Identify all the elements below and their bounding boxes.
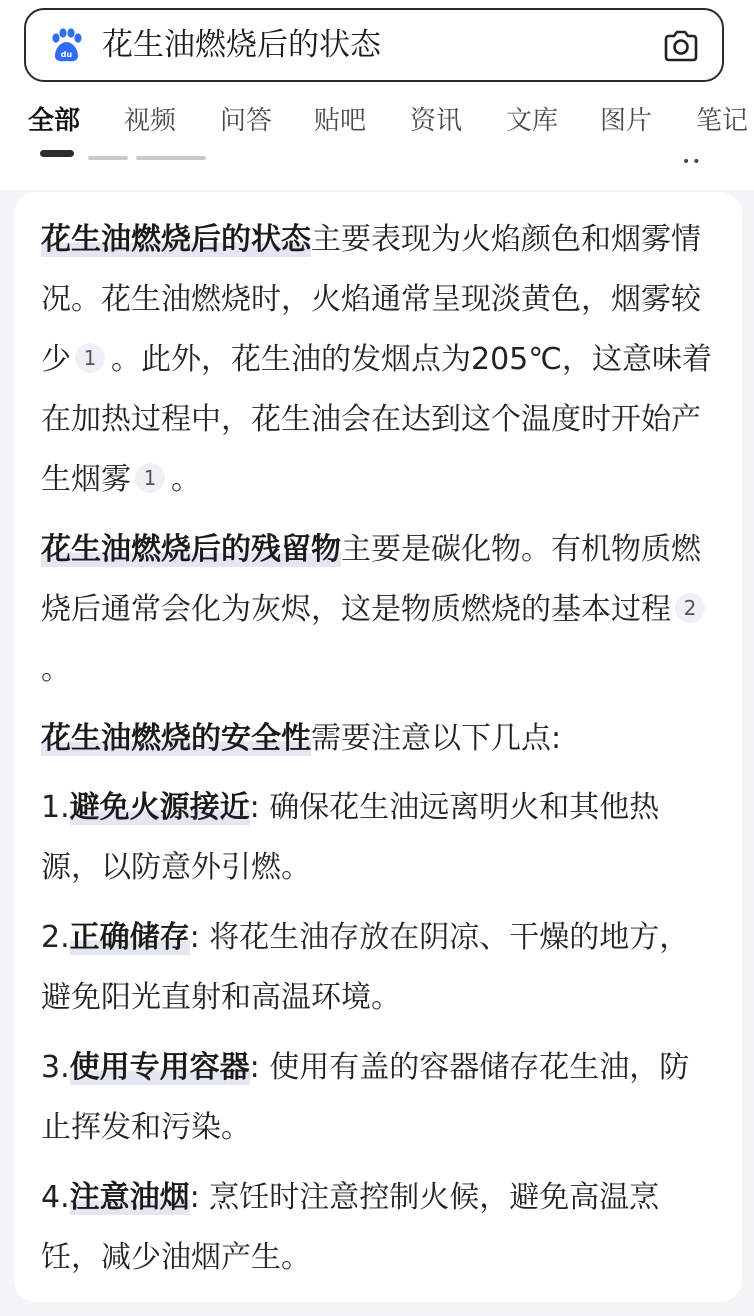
highlight-term: 花生油燃烧的安全性 [41,721,311,756]
list-item-text: : 烹饪时注意控制火候，避免高温烹饪，减少油烟产生。 [41,1180,660,1275]
paragraph-text: 。 [41,652,71,687]
paragraph-text: 。 [171,462,201,497]
list-item-text: : 确保花生油远离明火和其他热源，以防意外引燃。 [41,790,660,885]
active-tab-indicator [40,150,74,157]
list-item-title: 注意油烟 [69,1180,190,1215]
tab-news[interactable]: 资讯 [410,106,463,136]
search-bar[interactable] [24,8,724,82]
list-item [41,1168,717,1288]
paragraph-text: 主要表现为火焰颜色和烟雾情况。花生油燃烧时，火焰通常呈现淡黄色，烟雾较少 [41,222,701,377]
list-item-text: : 使用有盖的容器储存花生油，防止挥发和污染。 [41,1050,690,1145]
list-item-title: 正确储存 [69,920,190,955]
answer-paragraph-safety [41,709,717,769]
paragraph-text: 。此外，花生油的发烟点为205℃，这意味着在加热过程中，花生油会在达到这个温度时开始产生烟雾 [41,342,712,497]
answer-paragraph-residue [41,520,717,700]
tab-qa[interactable]: 问答 [220,106,273,136]
highlight-term: 花生油燃烧后的残留物 [41,532,341,567]
tab-images[interactable]: 图片 [600,106,653,136]
list-item [41,778,717,898]
header [0,0,754,190]
highlight-term: 花生油燃烧后的状态 [41,222,311,257]
tab-wenku[interactable]: 文库 [506,106,559,136]
citation-badge[interactable]: 2 [675,593,705,623]
baidu-paw-icon [48,28,84,64]
list-item [41,1038,717,1158]
tab-notes[interactable]: 笔记 [696,106,749,136]
list-item [41,908,717,1028]
tab-bar [0,96,754,146]
list-number: 3. [41,1050,70,1085]
citation-badge[interactable]: 1 [75,343,105,373]
citation-badge[interactable]: 1 [135,463,165,493]
list-number: 2. [41,920,70,955]
search-input[interactable] [102,21,642,69]
answer-paragraph-state [41,210,717,510]
list-number: 4. [41,1180,70,1215]
tab-all[interactable]: 全部 [28,106,81,136]
partial-content-bar [88,156,128,160]
more-icon[interactable]: •• [682,154,703,170]
ai-answer-card [14,192,742,1302]
svg-text:du: du [60,50,73,59]
list-item-text: : 将花生油存放在阴凉、干燥的地方，避免阳光直射和高温环境。 [41,920,690,1015]
partial-content-bar [136,156,206,160]
tab-video[interactable]: 视频 [124,106,177,136]
list-item-title: 避免火源接近 [69,790,250,825]
paragraph-text: 需要注意以下几点: [311,721,562,756]
camera-icon[interactable] [662,28,700,64]
list-item-title: 使用专用容器 [69,1050,250,1085]
tab-tieba[interactable]: 贴吧 [314,106,367,136]
list-number: 1. [41,790,70,825]
paragraph-text: 主要是碳化物。有机物质燃烧后通常会化为灰烬，这是物质燃烧的基本过程 [41,532,701,627]
